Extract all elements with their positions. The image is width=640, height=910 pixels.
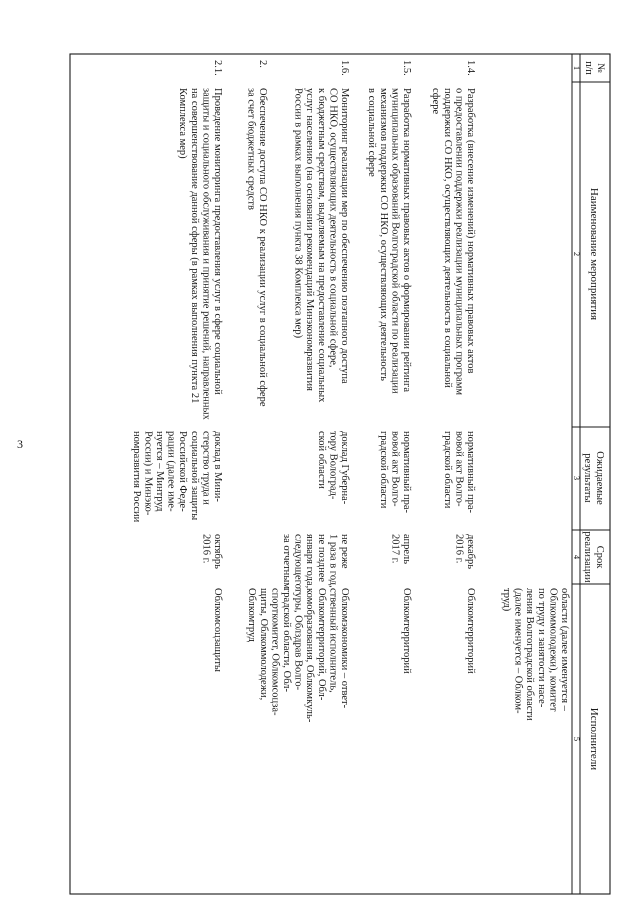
cell-name-line: СО НКО, осуществляющих деятельность в социальной сфере,	[327, 88, 339, 368]
header-exec: Исполнители	[588, 707, 600, 771]
cell-result-line: градской области	[441, 431, 453, 509]
cell-name-line: сфере	[430, 88, 442, 115]
cell-name-line: Обеспечение доступа СО НКО к реализации услуг в социальной сфере	[257, 88, 268, 407]
header-term-line-1: Срок	[594, 545, 605, 569]
header-result-line-1: Ожидаемые	[594, 451, 605, 505]
cell-num-line: 2.1.	[212, 60, 223, 76]
cell-name-line: России в рамках выполнения пункта 38 Комплекса мер)	[292, 88, 304, 339]
cell-term-line: не реже	[339, 534, 350, 569]
cell-exec-line: труд)	[501, 588, 512, 612]
cell-result-line: градской области	[377, 431, 389, 509]
cell-name-line: в социальной сфере	[366, 88, 378, 177]
cell-result-line: рации (далее име-	[165, 431, 177, 512]
cell-result-line: доклад Губерна-	[339, 431, 350, 505]
cell-term-line: 2017 г.	[389, 534, 401, 564]
cell-name-line: на совершенствование данной сферы (в рамках выполнения пункта 21	[188, 88, 200, 404]
cell-exec-line: ственный исполнитель,	[327, 588, 339, 693]
cell-result-line: стерство труда и	[200, 431, 212, 505]
cell-result-line: России) и Минэко-	[142, 431, 154, 516]
cell-result-line: вовой акт Волго-	[453, 431, 465, 507]
cell-name-line: к бюджетным средствам, выделяемым на предоставление социальных	[315, 88, 327, 403]
cell-exec-line: градской области, Обл-	[281, 588, 292, 693]
cell-result-line: доклад в Мини-	[212, 431, 223, 502]
cell-result-line: социальной защиты	[188, 431, 200, 521]
cell-name-line: Разработка нормативных правовых актов о формировании рейтинга	[401, 88, 412, 392]
cell-exec-line: Облкомсоцзащиты	[212, 588, 223, 672]
cell-num-line: 1.4.	[465, 60, 476, 76]
cell-result-line: Российской Феде-	[177, 431, 189, 512]
header-term-line-2: реализации	[582, 531, 593, 583]
cell-result-line: нуется – Минтруд	[154, 431, 165, 512]
cell-exec-line: Облкомэкономики – ответ-	[339, 588, 350, 709]
column-number-4: 4	[572, 554, 582, 560]
cell-exec-line: щиты, Облкоммолодежи,	[257, 588, 269, 701]
cell-name-line: Мониторинг реализации мер по обеспечению поэтапного доступа	[339, 88, 350, 384]
cell-term-line: января года,	[304, 534, 316, 589]
cell-name-line: Проведение мониторинга предоставления услуг в сфере социальной	[212, 88, 223, 395]
cell-term-line: 2016 г.	[200, 534, 212, 564]
cell-result-line: нормативный пра-	[465, 431, 476, 514]
cell-name-line: за счет бюджетных средств	[245, 88, 257, 210]
cell-term-line: декабрь	[465, 534, 476, 569]
cell-num-line: 2.	[257, 60, 268, 68]
cell-exec-line: Облкомтруд	[246, 588, 258, 642]
cell-exec-line: ления Волгоградской области	[524, 588, 536, 721]
cell-result-line: тору Волоград-	[327, 431, 339, 500]
cell-term-line: следующего	[292, 534, 304, 589]
cell-name-line: Комплекса мер)	[177, 88, 189, 159]
cell-name-line: поддержки СО НКО, осуществляющих деятельность в социальной	[441, 88, 453, 388]
cell-name-line: защиты и социального обслуживания и принятие решений, направленных	[200, 88, 212, 420]
header-num-line-1: №	[595, 63, 606, 73]
table-body	[131, 60, 570, 723]
column-number-1: 1	[572, 65, 582, 71]
cell-name-line: о предоставлении поддержки реализации муниципальных программ	[453, 88, 465, 396]
cell-result-line: ской области	[315, 431, 327, 489]
cell-name-line: механизмов поддержки СО НКО, осуществляющих деятельность	[377, 88, 389, 381]
cell-term-line: 2016 г.	[453, 534, 465, 564]
cell-exec-line: Облкомтерриторий, Обл-	[315, 588, 327, 701]
cell-exec-line: (далее именуется – Облком-	[512, 588, 524, 714]
cell-exec-line: туры, Облздрав Волго-	[292, 588, 304, 691]
cell-name-line: услуг населению (на основании рекомендаций Минэкономразвития	[304, 88, 316, 391]
cell-exec-line: области (далее именуется –	[559, 588, 570, 711]
cell-exec-line: Облкомтерриторий	[401, 588, 412, 674]
cell-result-line: нормативный пра-	[401, 431, 412, 514]
cell-exec-line: спорткомитет, Облкомсоцза-	[269, 588, 281, 716]
rotated-table	[70, 54, 610, 894]
column-number-2: 2	[572, 251, 582, 257]
cell-name-line: Разработка (внесение изменений) нормативных правовых актов	[465, 88, 476, 374]
cell-num-line: 1.6.	[339, 60, 350, 76]
cell-result-line: номразвития России	[130, 431, 142, 523]
cell-num-line: 1.5.	[401, 60, 412, 76]
header-name: Наименование мероприятия	[588, 187, 600, 321]
cell-term-line: не позднее	[315, 534, 327, 583]
cell-term-line: 1 раза в год,	[327, 534, 339, 588]
column-number-5: 5	[572, 736, 582, 742]
header-num-line-2: п/п	[583, 61, 594, 75]
cell-term-line: октябрь	[212, 534, 223, 569]
cell-result-line: вовой акт Волго-	[389, 431, 401, 507]
cell-exec-line: по труду и занятости насе-	[535, 588, 547, 708]
cell-exec-line: комобразования, Облкомкуль-	[304, 588, 316, 723]
header-result-line-2: результаты	[582, 453, 593, 503]
cell-term-line: за отчетным	[281, 534, 292, 589]
cell-exec-line: Облкомтерриторий	[465, 588, 476, 674]
cell-term-line: апрель	[401, 534, 412, 565]
column-number-3: 3	[572, 475, 582, 481]
page-number: 3	[17, 437, 23, 451]
cell-name-line: муниципальных образований Волгоградской области по реализации	[389, 88, 401, 394]
cell-exec-line: Облкоммолодежи), комитет	[547, 588, 559, 712]
